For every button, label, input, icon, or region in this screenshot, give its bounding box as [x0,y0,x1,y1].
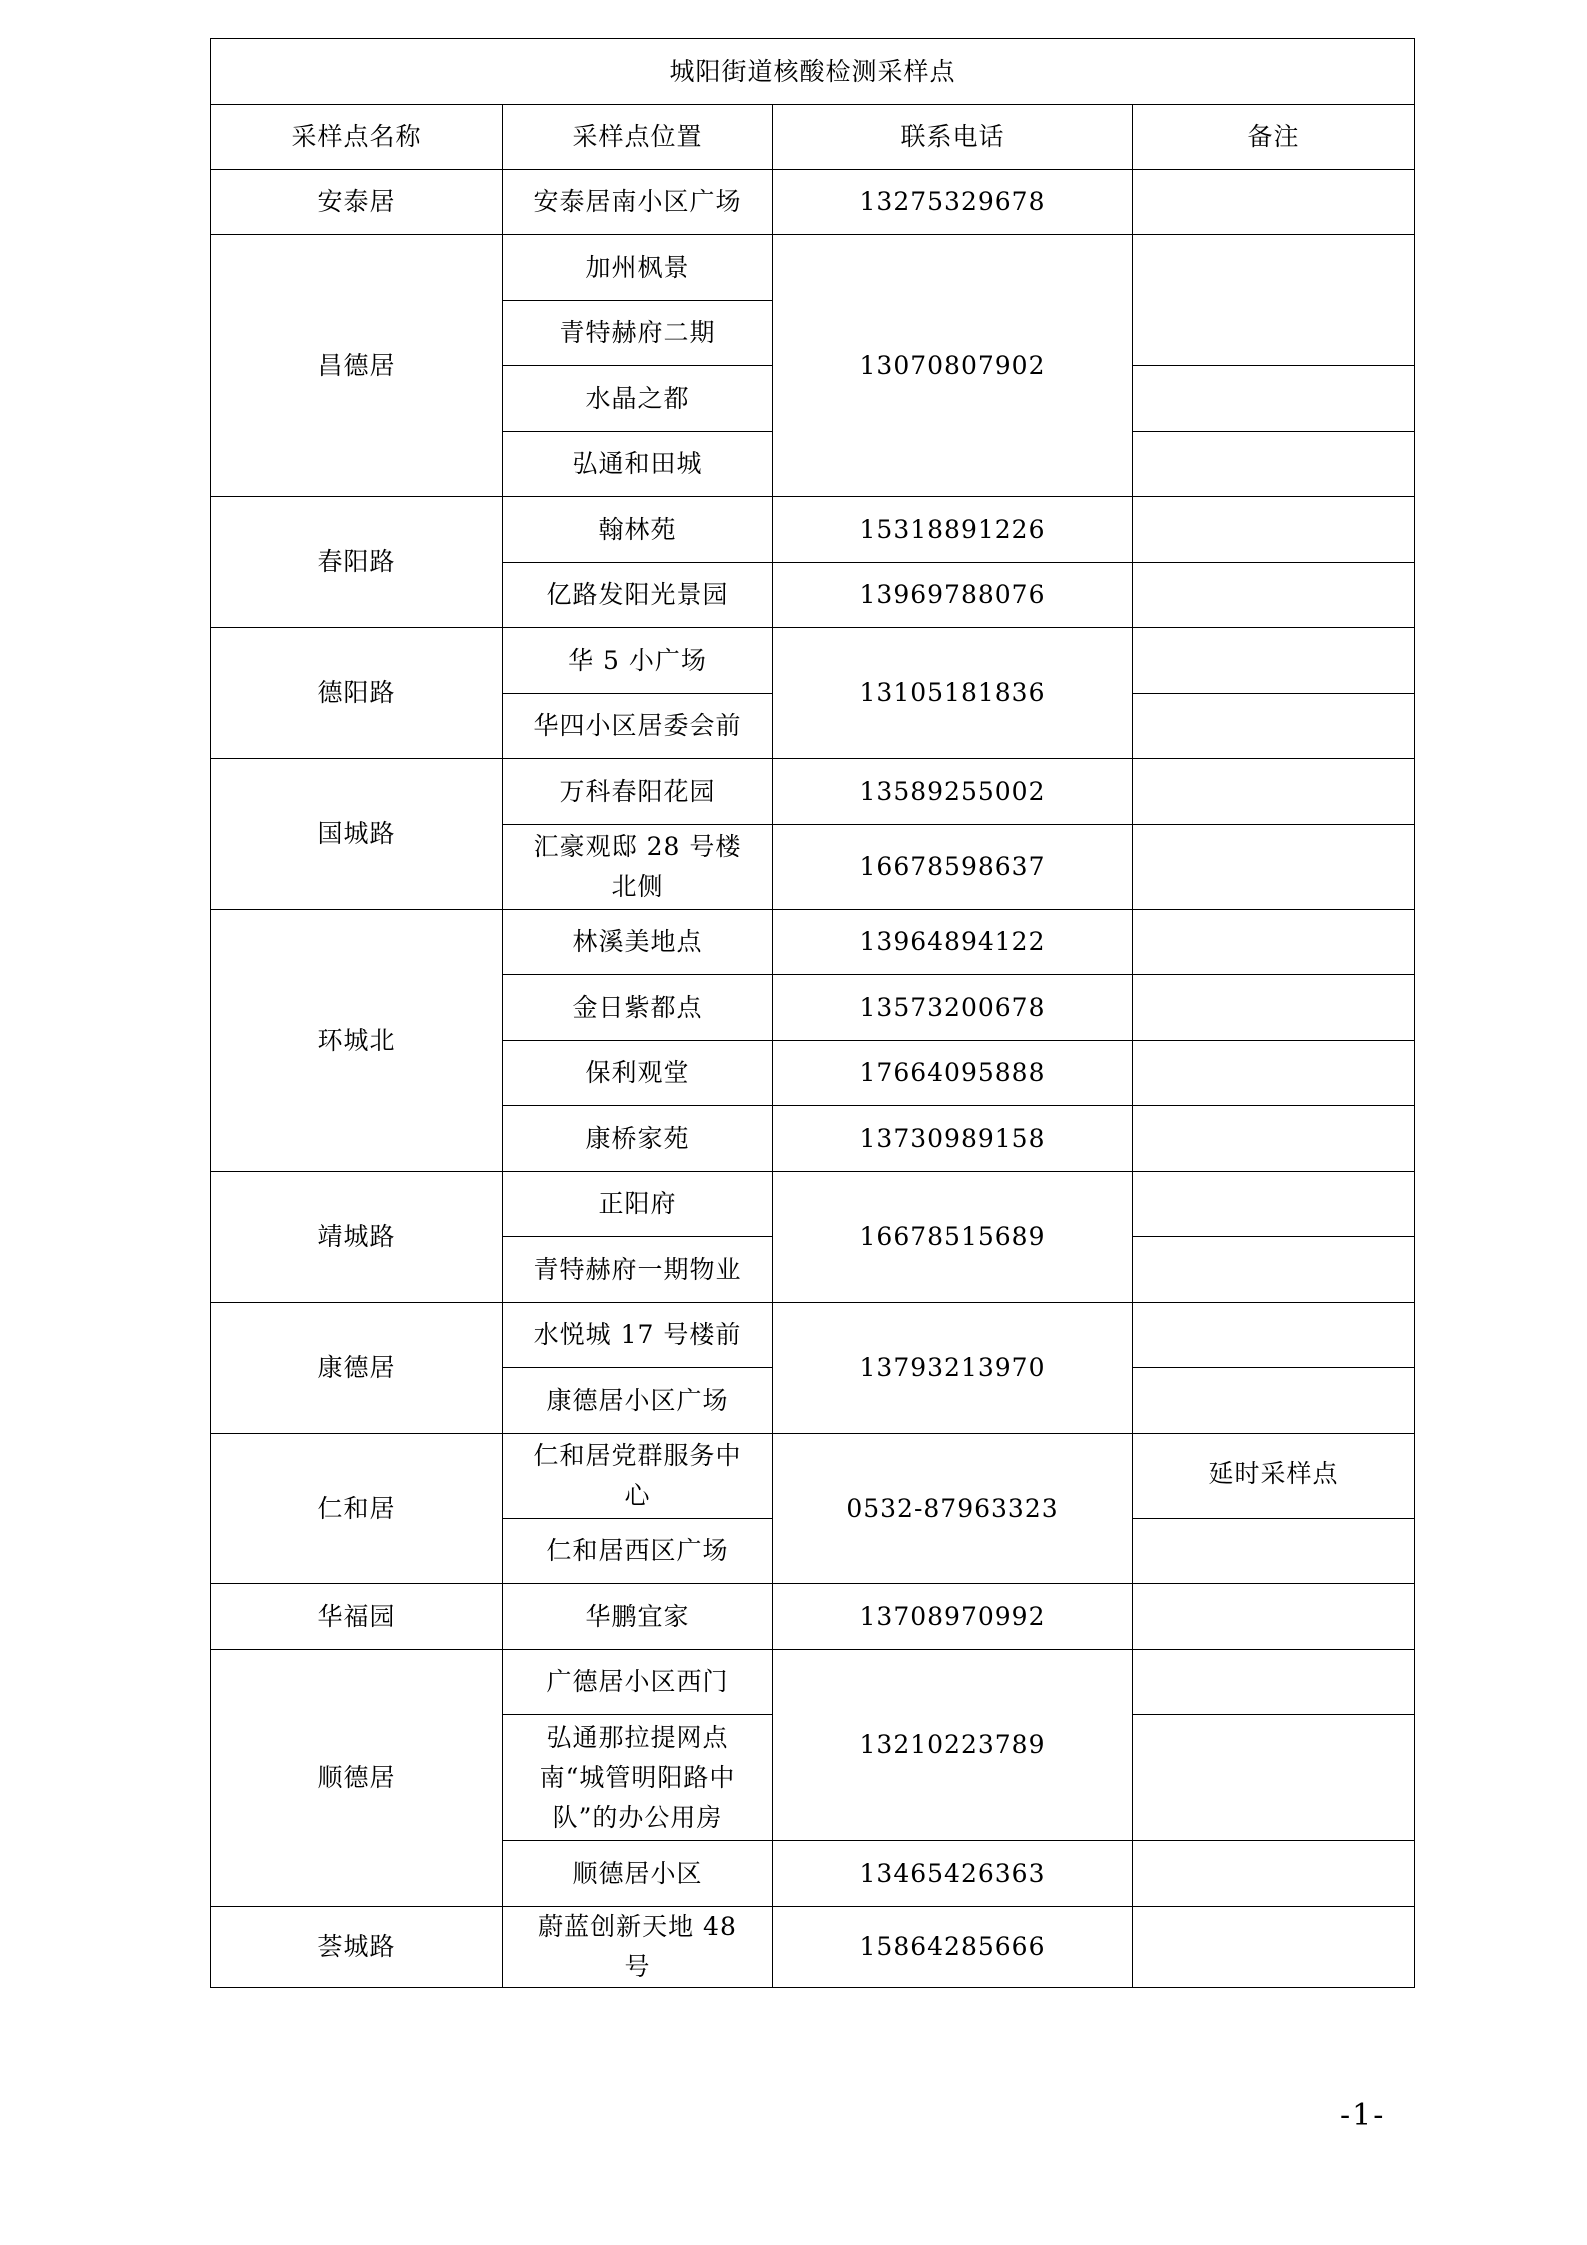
site-location: 保利观堂 [503,1041,773,1106]
table-row [211,759,1415,825]
site-remark [1133,1172,1415,1237]
table-row [211,1584,1415,1650]
table-row [211,235,1415,301]
site-name: 顺德居 [211,1650,503,1907]
header-row [211,105,1415,170]
header-site-name: 采样点名称 [211,105,503,170]
site-location: 林溪美地点 [503,910,773,975]
table-title-row [211,39,1415,105]
site-location: 顺德居小区 [503,1841,773,1907]
site-remark [1133,170,1415,235]
site-name: 环城北 [211,910,503,1172]
site-phone: 13465426363 [773,1841,1133,1907]
site-phone: 15864285666 [773,1907,1133,1988]
header-phone: 联系电话 [773,105,1133,170]
site-remark [1133,497,1415,563]
site-location: 青特赫府一期物业 [503,1237,773,1303]
site-phone: 17664095888 [773,1041,1133,1106]
site-remark [1133,235,1415,366]
page-number: -1- [1340,2098,1386,2133]
site-location: 翰林苑 [503,497,773,563]
site-remark [1133,1434,1415,1519]
site-name: 荟城路 [211,1907,503,1988]
site-name: 春阳路 [211,497,503,628]
site-remark [1133,1841,1415,1907]
site-remark [1133,628,1415,694]
site-remark [1133,366,1415,432]
table-row [211,497,1415,563]
site-location: 水悦城 17 号楼前 [503,1303,773,1368]
site-location: 华鹏宜家 [503,1584,773,1650]
site-location: 广德居小区西门 [503,1650,773,1715]
site-phone: 13589255002 [773,759,1133,825]
site-location: 华四小区居委会前 [503,694,773,759]
site-phone: 13070807902 [773,235,1133,497]
header-remark: 备注 [1133,105,1415,170]
site-location: 弘通和田城 [503,432,773,497]
site-phone: 13969788076 [773,563,1133,628]
site-name: 昌德居 [211,235,503,497]
site-remark [1133,1237,1415,1303]
site-remark [1133,910,1415,975]
site-remark [1133,563,1415,628]
site-location: 弘通那拉提网点南“城管明阳路中队”的办公用房 [503,1715,773,1841]
site-location: 康德居小区广场 [503,1368,773,1434]
site-location: 蔚蓝创新天地 48 号 [503,1907,773,1988]
site-remark [1133,1041,1415,1106]
delayed-sampling-remark: 延时采样点 [1208,1459,1339,1488]
site-location: 万科春阳花园 [503,759,773,825]
table-row [211,1434,1415,1519]
site-phone: 15318891226 [773,497,1133,563]
site-phone: 13573200678 [773,975,1133,1041]
site-phone: 16678598637 [773,825,1133,910]
site-phone: 16678515689 [773,1172,1133,1303]
site-location: 汇豪观邸 28 号楼北侧 [503,825,773,910]
site-name: 康德居 [211,1303,503,1434]
site-phone: 13964894122 [773,910,1133,975]
site-location: 亿路发阳光景园 [503,563,773,628]
site-location: 仁和居西区广场 [503,1519,773,1584]
site-name: 德阳路 [211,628,503,759]
site-remark [1133,975,1415,1041]
site-remark [1133,432,1415,497]
site-name: 国城路 [211,759,503,910]
site-phone: 13793213970 [773,1303,1133,1434]
table-row [211,628,1415,694]
site-remark [1133,694,1415,759]
site-phone: 13708970992 [773,1584,1133,1650]
table-row [211,1650,1415,1715]
site-remark [1133,1584,1415,1650]
site-phone: 13105181836 [773,628,1133,759]
site-location: 加州枫景 [503,235,773,301]
table-row [211,170,1415,235]
table-row [211,1172,1415,1237]
site-name: 安泰居 [211,170,503,235]
site-name: 靖城路 [211,1172,503,1303]
site-phone: 0532-87963323 [773,1434,1133,1584]
site-location: 安泰居南小区广场 [503,170,773,235]
site-remark [1133,825,1415,910]
site-phone: 13275329678 [773,170,1133,235]
sampling-points-table [210,38,1415,1988]
site-location: 华 5 小广场 [503,628,773,694]
table-title: 城阳街道核酸检测采样点 [211,39,1415,105]
site-remark [1133,1907,1415,1988]
site-phone: 13730989158 [773,1106,1133,1172]
site-location: 青特赫府二期 [503,301,773,366]
site-remark [1133,1106,1415,1172]
site-location: 金日紫都点 [503,975,773,1041]
site-location: 正阳府 [503,1172,773,1237]
site-remark [1133,1650,1415,1715]
site-location: 仁和居党群服务中心 [503,1434,773,1519]
site-name: 仁和居 [211,1434,503,1584]
site-location: 水晶之都 [503,366,773,432]
site-remark [1133,1368,1415,1434]
site-remark [1133,1519,1415,1584]
header-site-location: 采样点位置 [503,105,773,170]
site-location: 康桥家苑 [503,1106,773,1172]
site-remark [1133,1303,1415,1368]
site-name: 华福园 [211,1584,503,1650]
table-row [211,910,1415,975]
site-remark [1133,1715,1415,1841]
site-remark [1133,759,1415,825]
table-row [211,1303,1415,1368]
site-phone: 13210223789 [773,1650,1133,1841]
table-row [211,1907,1415,1988]
